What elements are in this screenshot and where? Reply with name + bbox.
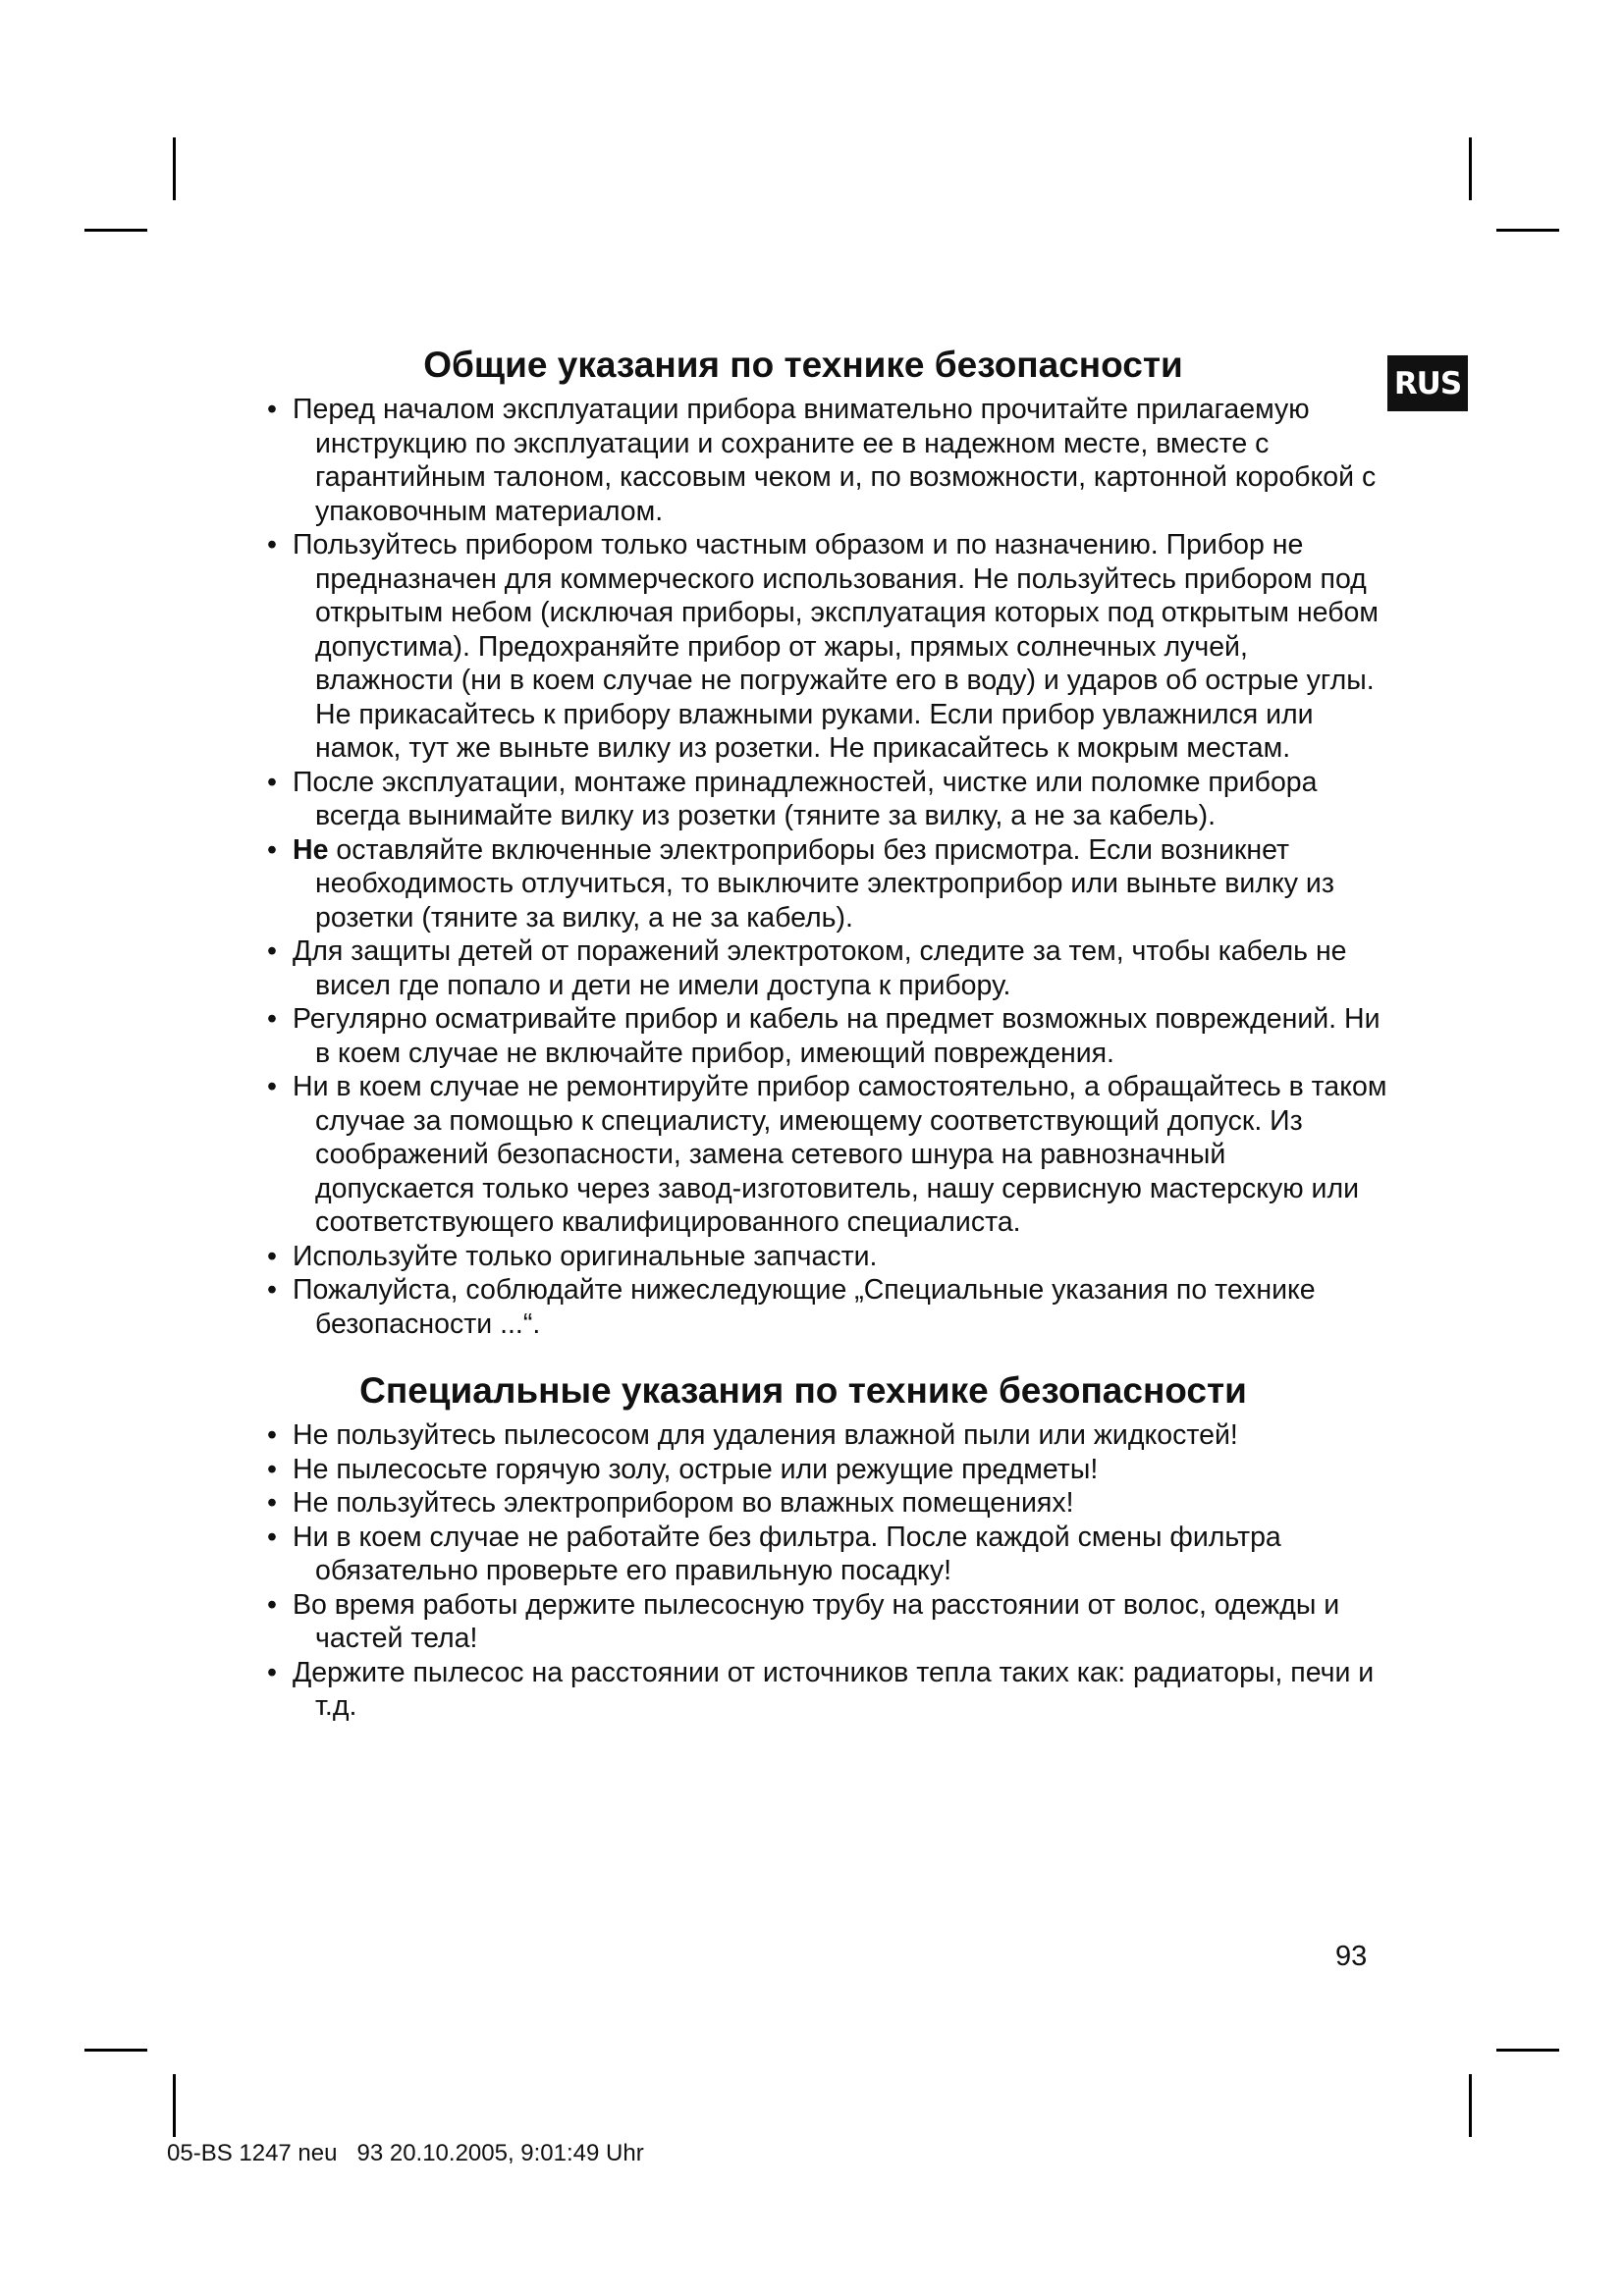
list-item: • Ни в коем случае не работайте без фильтра. После каждой смены фильтра обязательно проверьте его правильную посадку!	[263, 1521, 1392, 1588]
language-badge: RUS	[1387, 355, 1468, 411]
list-item	[263, 833, 1392, 935]
list-item: • Ни в коем случае не ремонтируйте прибор самостоятельно, а обращайтесь в таком случае за помощью к специалисту, имеющему соответствующий допуск. Из соображений безопасности, замена сетевого шнура на равнозначный допускается только через завод-изготовитель, нашу сервисную мастерскую или соответствующего квалифицированного специалиста.	[263, 1070, 1392, 1240]
emphasis-lead: Не	[293, 833, 329, 866]
list-item: • Регулярно осматривайте прибор и кабель на предмет возможных повреждений. Ни в коем случае не включайте прибор, имеющий повреждения.	[263, 1002, 1392, 1070]
list-item-text: оставляйте включенные электроприборы без присмотра. Если возникнет необходимость отлучиться, то выключите электроприбор или выньте вилку из розетки (тяните за вилку, а не за кабель).	[315, 833, 1334, 934]
crop-mark-top-right-vertical	[1469, 137, 1472, 200]
crop-mark-bottom-left-vertical	[173, 2074, 176, 2137]
document-content	[263, 338, 1392, 1724]
list-item: • Используйте только оригинальные запчасти.	[263, 1240, 1392, 1274]
page-number: 93	[1335, 1941, 1368, 1972]
crop-mark-top-left-vertical	[173, 137, 176, 200]
section-title-special-safety: Специальные указания по технике безопасности	[359, 1370, 1247, 1411]
crop-mark-top-right-horizontal	[1496, 229, 1559, 232]
list-item: • Перед началом эксплуатации прибора внимательно прочитайте прилагаемую инструкцию по эксплуатации и сохраните ее в надежном месте, вместе с гарантийным талоном, кассовым чеком и, по возможности, картонной коробкой с упаковочным материалом.	[263, 393, 1392, 528]
list-item: • Для защиты детей от поражений электротоком, следите за тем, чтобы кабель не висел где попало и дети не имели доступа к прибору.	[263, 934, 1392, 1002]
crop-mark-bottom-left-horizontal	[84, 2049, 147, 2052]
crop-mark-top-left-horizontal	[84, 229, 147, 232]
crop-mark-bottom-right-horizontal	[1496, 2049, 1559, 2052]
list-item: • Не пользуйтесь пылесосом для удаления влажной пыли или жидкостей!	[263, 1418, 1392, 1453]
crop-mark-bottom-right-vertical	[1469, 2074, 1472, 2137]
list-item: • Не пылесосьте горячую золу, острые или режущие предметы!	[263, 1453, 1392, 1487]
list-item: • После эксплуатации, монтаже принадлежностей, чистке или поломке прибора всегда вынимайте вилку из розетки (тяните за вилку, а не за кабель).	[263, 766, 1392, 833]
list-item: • Пользуйтесь прибором только частным образом и по назначению. Прибор не предназначен для коммерческого использования. Не пользуйтесь прибором под открытым небом (исключая приборы, эксплуатация которых под открытым небом допустима). Предохраняйте прибор от жары, прямых солнечных лучей, влажности (ни в коем случае не погружайте его в воду) и ударов об острые углы. Не прикасайтесь к прибору влажными руками. Если прибор увлажнился или намок, тут же выньте вилку из розетки. Не прикасайтесь к мокрым местам.	[263, 528, 1392, 766]
general-safety-list	[263, 393, 1392, 1341]
list-item: • Пожалуйста, соблюдайте нижеследующие „Специальные указания по технике безопасности ...“.	[263, 1273, 1392, 1341]
special-safety-list	[263, 1418, 1392, 1724]
list-item: • Не пользуйтесь электроприбором во влажных помещениях!	[263, 1486, 1392, 1521]
print-footer: 05-BS 1247 neu 93 20.10.2005, 9:01:49 Uhr	[167, 2140, 644, 2166]
list-item: • Держите пылесос на расстоянии от источников тепла таких как: радиаторы, печи и т.д.	[263, 1656, 1392, 1724]
section-title-general-safety: Общие указания по технике безопасности	[423, 345, 1183, 385]
list-item: • Во время работы держите пылесосную трубу на расстоянии от волос, одежды и частей тела!	[263, 1588, 1392, 1656]
